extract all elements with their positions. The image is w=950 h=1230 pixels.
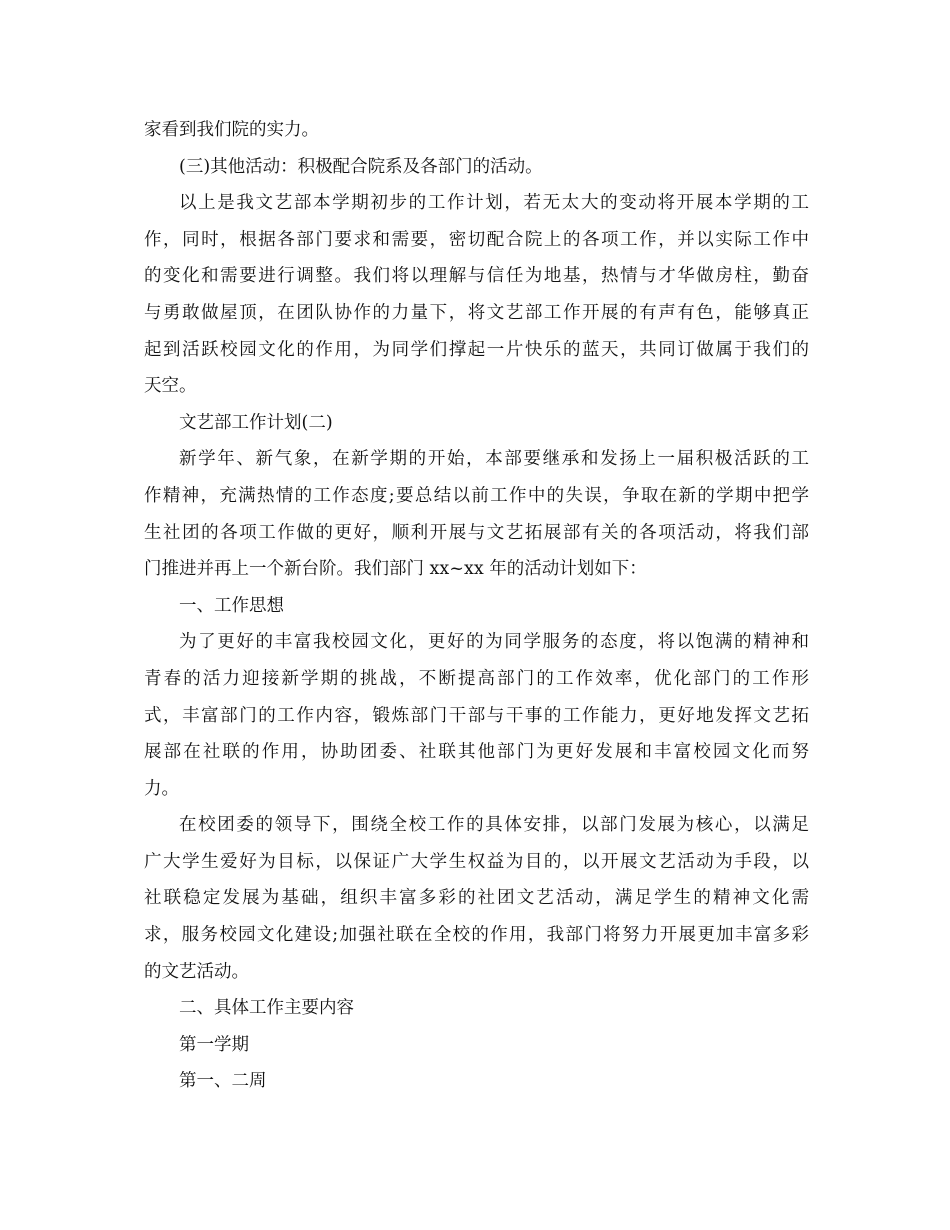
text-line: 青春的活力迎接新学期的挑战，不断提高部门的工作效率，优化部门的工作形 bbox=[144, 668, 809, 689]
section-heading: 一、工作思想 bbox=[179, 595, 284, 616]
section-heading: 文艺部工作计划(二) bbox=[179, 412, 333, 433]
subsection-heading: 第一学期 bbox=[179, 1034, 249, 1055]
text-line: 式，丰富部门的工作内容，锻炼部门干部与干事的工作能力，更好地发挥文艺拓 bbox=[144, 705, 809, 726]
text-line: 的变化和需要进行调整。我们将以理解与信任为地基，热情与才华做房柱，勤奋 bbox=[144, 266, 809, 287]
text-line: 与勇敢做屋顶，在团队协作的力量下，将文艺部工作开展的有声有色，能够真正 bbox=[144, 302, 809, 323]
text-line: 新学年、新气象，在新学期的开始，本部要继承和发扬上一届积极活跃的工 bbox=[179, 449, 809, 470]
text-line: 力。 bbox=[144, 778, 179, 799]
text-line: 起到活跃校园文化的作用，为同学们撑起一片快乐的蓝天，共同订做属于我们的 bbox=[144, 339, 809, 360]
text-line: 展部在社联的作用，协助团委、社联其他部门为更好发展和丰富校园文化而努 bbox=[144, 742, 809, 763]
text-line: 生社团的各项工作做的更好，顺利开展与文艺拓展部有关的各项活动，将我们部 bbox=[144, 522, 809, 543]
text-line: (三)其他活动：积极配合院系及各部门的活动。 bbox=[179, 156, 543, 177]
text-line: 以上是我文艺部本学期初步的工作计划，若无太大的变动将开展本学期的工 bbox=[179, 193, 809, 214]
text-line: 作，同时，根据各部门要求和需要，密切配合院上的各项工作，并以实际工作中 bbox=[144, 229, 809, 250]
text-line: 的文艺活动。 bbox=[144, 961, 249, 982]
text-line: 社联稳定发展为基础，组织丰富多彩的社团文艺活动，满足学生的精神文化需 bbox=[144, 888, 809, 909]
text-line: 天空。 bbox=[144, 376, 197, 397]
text-line: 在校团委的领导下，围绕全校工作的具体安排，以部门发展为核心，以满足 bbox=[179, 815, 809, 836]
text-line: 广大学生爱好为目标，以保证广大学生权益为目的，以开展文艺活动为手段，以 bbox=[144, 851, 809, 872]
document-body bbox=[144, 112, 809, 1100]
text-line: 求，服务校园文化建设;加强社联在全校的作用，我部门将努力开展更加丰富多彩 bbox=[144, 925, 809, 946]
text-line: 作精神，充满热情的工作态度;要总结以前工作中的失误，争取在新的学期中把学 bbox=[144, 485, 809, 506]
subsection-heading: 第一、二周 bbox=[179, 1071, 267, 1092]
text-line: 门推进并再上一个新台阶。我们部门 xx~xx 年的活动计划如下： bbox=[144, 559, 647, 580]
text-line: 家看到我们院的实力。 bbox=[144, 120, 319, 140]
text-line: 为了更好的丰富我校园文化，更好的为同学服务的态度，将以饱满的精神和 bbox=[179, 632, 809, 653]
section-heading: 二、具体工作主要内容 bbox=[179, 998, 354, 1019]
